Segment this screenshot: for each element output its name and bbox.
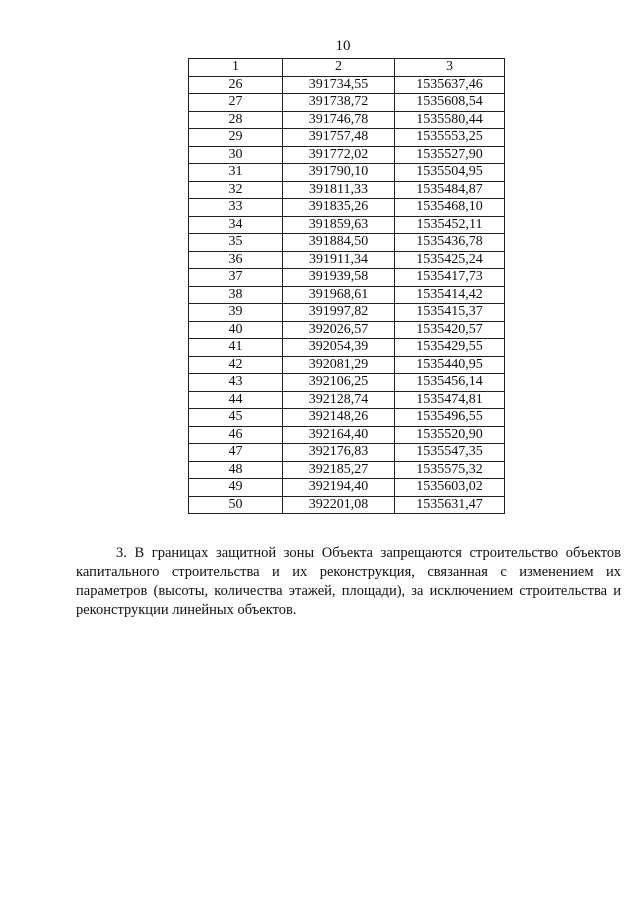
cell-y-coordinate: 1535553,25 [395, 129, 505, 147]
cell-x-coordinate: 392026,57 [283, 321, 395, 339]
cell-y-coordinate: 1535608,54 [395, 94, 505, 112]
cell-y-coordinate: 1535575,32 [395, 461, 505, 479]
cell-x-coordinate: 391734,55 [283, 76, 395, 94]
cell-point-number: 36 [189, 251, 283, 269]
table-row [189, 216, 505, 234]
cell-x-coordinate: 392054,39 [283, 339, 395, 357]
cell-y-coordinate: 1535547,35 [395, 444, 505, 462]
table-row [189, 234, 505, 252]
cell-point-number: 47 [189, 444, 283, 462]
table-row [189, 461, 505, 479]
cell-point-number: 38 [189, 286, 283, 304]
cell-y-coordinate: 1535637,46 [395, 76, 505, 94]
table-row [189, 76, 505, 94]
cell-point-number: 44 [189, 391, 283, 409]
cell-point-number: 41 [189, 339, 283, 357]
cell-y-coordinate: 1535631,47 [395, 496, 505, 514]
cell-point-number: 43 [189, 374, 283, 392]
cell-y-coordinate: 1535603,02 [395, 479, 505, 497]
cell-y-coordinate: 1535527,90 [395, 146, 505, 164]
cell-point-number: 32 [189, 181, 283, 199]
cell-x-coordinate: 392185,27 [283, 461, 395, 479]
cell-point-number: 42 [189, 356, 283, 374]
table-row [189, 94, 505, 112]
cell-y-coordinate: 1535440,95 [395, 356, 505, 374]
cell-point-number: 34 [189, 216, 283, 234]
cell-y-coordinate: 1535415,37 [395, 304, 505, 322]
cell-y-coordinate: 1535580,44 [395, 111, 505, 129]
column-header-point-number: 1 [189, 59, 283, 77]
table-row [189, 426, 505, 444]
table-row [189, 479, 505, 497]
cell-point-number: 49 [189, 479, 283, 497]
cell-x-coordinate: 391859,63 [283, 216, 395, 234]
cell-x-coordinate: 391968,61 [283, 286, 395, 304]
cell-x-coordinate: 392194,40 [283, 479, 395, 497]
cell-point-number: 31 [189, 164, 283, 182]
cell-y-coordinate: 1535436,78 [395, 234, 505, 252]
cell-x-coordinate: 392164,40 [283, 426, 395, 444]
cell-y-coordinate: 1535417,73 [395, 269, 505, 287]
cell-y-coordinate: 1535425,24 [395, 251, 505, 269]
cell-x-coordinate: 391738,72 [283, 94, 395, 112]
column-header-x: 2 [283, 59, 395, 77]
cell-y-coordinate: 1535414,42 [395, 286, 505, 304]
cell-x-coordinate: 391884,50 [283, 234, 395, 252]
cell-x-coordinate: 391939,58 [283, 269, 395, 287]
cell-x-coordinate: 392081,29 [283, 356, 395, 374]
cell-x-coordinate: 391746,78 [283, 111, 395, 129]
table-header-row [189, 59, 505, 77]
table-row [189, 181, 505, 199]
table-row [189, 146, 505, 164]
restriction-paragraph: 3. В границах защитной зоны Объекта запрещаются строительство объектов капитального строительства и их реконструкция, связанная с изменением их параметров (высоты, количества этажей, площади), за исключением строительства и реконструкции линейных объектов. [76, 545, 621, 618]
cell-x-coordinate: 392148,26 [283, 409, 395, 427]
cell-point-number: 45 [189, 409, 283, 427]
cell-y-coordinate: 1535504,95 [395, 164, 505, 182]
cell-point-number: 40 [189, 321, 283, 339]
cell-y-coordinate: 1535456,14 [395, 374, 505, 392]
cell-x-coordinate: 392106,25 [283, 374, 395, 392]
table-body [189, 76, 505, 514]
cell-x-coordinate: 391835,26 [283, 199, 395, 217]
cell-x-coordinate: 392201,08 [283, 496, 395, 514]
table-row [189, 111, 505, 129]
cell-point-number: 46 [189, 426, 283, 444]
cell-point-number: 29 [189, 129, 283, 147]
table-row [189, 286, 505, 304]
table-row [189, 251, 505, 269]
table-row [189, 356, 505, 374]
column-header-y: 3 [395, 59, 505, 77]
cell-y-coordinate: 1535420,57 [395, 321, 505, 339]
table-row [189, 409, 505, 427]
cell-point-number: 26 [189, 76, 283, 94]
cell-y-coordinate: 1535452,11 [395, 216, 505, 234]
cell-x-coordinate: 392128,74 [283, 391, 395, 409]
table-row [189, 321, 505, 339]
table-row [189, 269, 505, 287]
cell-point-number: 39 [189, 304, 283, 322]
cell-point-number: 37 [189, 269, 283, 287]
table-row [189, 129, 505, 147]
cell-y-coordinate: 1535474,81 [395, 391, 505, 409]
page-number: 10 [335, 38, 351, 54]
table-row [189, 444, 505, 462]
cell-x-coordinate: 391997,82 [283, 304, 395, 322]
table-row [189, 496, 505, 514]
table-row [189, 164, 505, 182]
table-row [189, 391, 505, 409]
cell-point-number: 27 [189, 94, 283, 112]
table-row [189, 339, 505, 357]
cell-y-coordinate: 1535429,55 [395, 339, 505, 357]
cell-y-coordinate: 1535468,10 [395, 199, 505, 217]
cell-x-coordinate: 391811,33 [283, 181, 395, 199]
cell-point-number: 48 [189, 461, 283, 479]
cell-y-coordinate: 1535520,90 [395, 426, 505, 444]
cell-point-number: 30 [189, 146, 283, 164]
cell-point-number: 50 [189, 496, 283, 514]
cell-point-number: 33 [189, 199, 283, 217]
cell-x-coordinate: 392176,83 [283, 444, 395, 462]
table-row [189, 374, 505, 392]
cell-point-number: 35 [189, 234, 283, 252]
cell-y-coordinate: 1535496,55 [395, 409, 505, 427]
cell-x-coordinate: 391911,34 [283, 251, 395, 269]
cell-y-coordinate: 1535484,87 [395, 181, 505, 199]
cell-x-coordinate: 391790,10 [283, 164, 395, 182]
cell-point-number: 28 [189, 111, 283, 129]
table-row [189, 304, 505, 322]
cell-x-coordinate: 391757,48 [283, 129, 395, 147]
cell-x-coordinate: 391772,02 [283, 146, 395, 164]
table-row [189, 199, 505, 217]
coordinates-table [188, 58, 505, 514]
